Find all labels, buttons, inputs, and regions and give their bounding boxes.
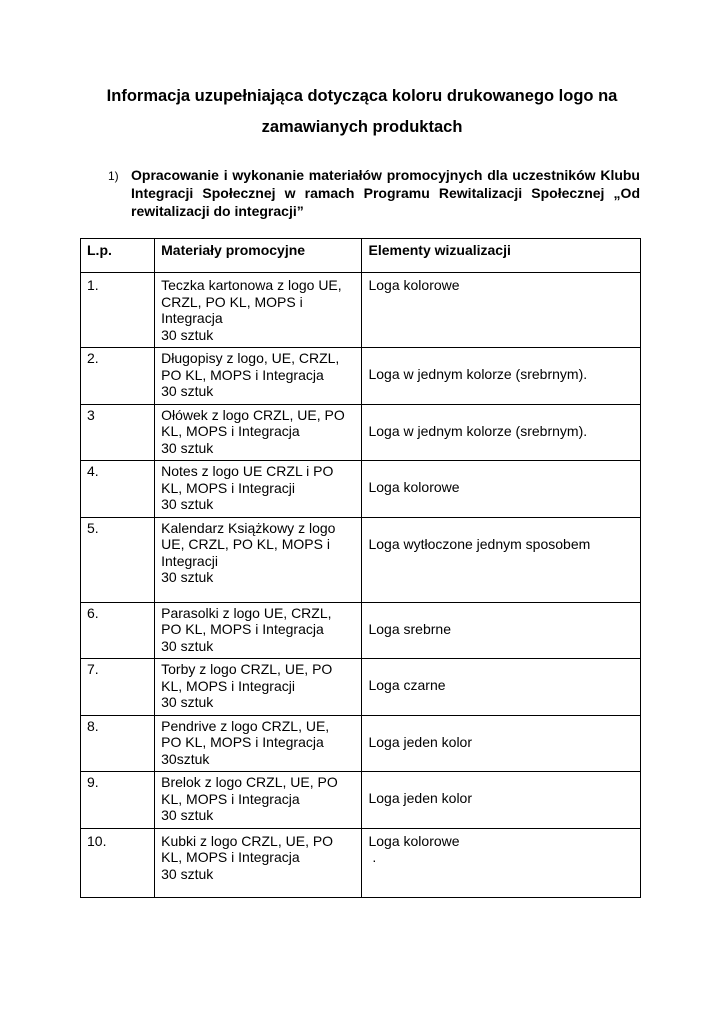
cell-material — [155, 273, 362, 348]
material-line: KL, MOPS i Integracja — [161, 423, 300, 439]
document-title-line-1: Informacja uzupełniająca dotycząca koloru drukowanego logo na — [106, 87, 618, 105]
cell-lp: 9. — [81, 772, 155, 829]
material-line: Teczka kartonowa z logo UE, — [161, 277, 342, 293]
material-line: 30 sztuk — [161, 439, 214, 456]
cell-material — [155, 772, 362, 829]
cell-material — [155, 659, 362, 716]
header-lp: L.p. — [81, 239, 155, 273]
visualization-line: Loga kolorowe — [368, 832, 460, 849]
cell-visualization: Loga wytłoczone jednym sposobem — [362, 517, 641, 602]
intro-list-item — [108, 166, 640, 220]
cell-visualization: Loga w jednym kolorze (srebrnym). — [362, 404, 641, 461]
material-line: CRZL, PO KL, MOPS i — [161, 293, 303, 310]
material-line: 30 sztuk — [161, 807, 214, 823]
material-line: 30 sztuk — [161, 637, 214, 654]
table-row — [81, 828, 641, 897]
material-line: 30 sztuk — [161, 383, 214, 399]
material-line: KL, MOPS i Integracji — [161, 479, 295, 496]
cell-lp: 3 — [81, 404, 155, 461]
material-line: Brelok z logo CRZL, UE, PO — [161, 774, 338, 790]
table-row — [81, 348, 641, 405]
cell-material — [155, 602, 362, 659]
visualization-line: . — [368, 849, 377, 865]
material-line: 30 sztuk — [161, 326, 214, 343]
cell-visualization — [362, 828, 641, 897]
header-materials: Materiały promocyjne — [155, 239, 362, 273]
cell-visualization: Loga srebrne — [362, 602, 641, 659]
material-line: Parasolki z logo UE, CRZL, — [161, 604, 332, 621]
material-line: 30 sztuk — [161, 569, 214, 585]
cell-visualization: Loga kolorowe — [362, 273, 641, 348]
cell-lp: 8. — [81, 715, 155, 772]
table-header-row — [81, 239, 641, 273]
table-row — [81, 404, 641, 461]
cell-lp: 2. — [81, 348, 155, 405]
intro-number: 1) — [108, 169, 119, 183]
material-line: Integracji — [161, 552, 218, 569]
table-row — [81, 602, 641, 659]
material-line: Notes z logo UE CRZL i PO — [161, 463, 334, 479]
material-line: Kalendarz Książkowy z logo — [161, 519, 336, 536]
material-line: Długopisy z logo, UE, CRZL, — [161, 350, 340, 366]
material-line: Torby z logo CRZL, UE, PO — [161, 661, 333, 677]
material-line: Kubki z logo CRZL, UE, PO — [161, 832, 334, 849]
cell-lp: 6. — [81, 602, 155, 659]
material-line: Integracja — [161, 310, 223, 326]
table-row — [81, 659, 641, 716]
material-line: 30sztuk — [161, 750, 210, 767]
material-line: PO KL, MOPS i Integracja — [161, 734, 324, 750]
cell-material — [155, 517, 362, 602]
cell-material — [155, 715, 362, 772]
cell-visualization: Loga jeden kolor — [362, 715, 641, 772]
cell-lp: 4. — [81, 461, 155, 518]
materials-table — [80, 238, 641, 898]
material-line: PO KL, MOPS i Integracja — [161, 366, 324, 383]
material-line: Pendrive z logo CRZL, UE, — [161, 717, 330, 734]
material-line: UE, CRZL, PO KL, MOPS i — [161, 536, 330, 552]
material-line: 30 sztuk — [161, 694, 214, 710]
cell-material — [155, 461, 362, 518]
cell-visualization: Loga czarne — [362, 659, 641, 716]
material-line: PO KL, MOPS i Integracja — [161, 621, 324, 637]
intro-text: Opracowanie i wykonanie materiałów promocyjnych dla uczestników Klubu Integracji Społecznej w ramach Programu Rewitalizacji Społecznej „Od rewitalizacji do integracji” — [131, 167, 640, 219]
cell-material — [155, 828, 362, 897]
cell-lp: 1. — [81, 273, 155, 348]
material-line: KL, MOPS i Integracja — [161, 849, 300, 865]
cell-lp: 10. — [81, 828, 155, 897]
document-title-line-2: zamawianych produktach — [261, 118, 463, 136]
header-visualization: Elementy wizualizacji — [362, 239, 641, 273]
cell-lp: 7. — [81, 659, 155, 716]
table-row — [81, 461, 641, 518]
table-row — [81, 715, 641, 772]
cell-visualization: Loga jeden kolor — [362, 772, 641, 829]
material-line: Ołówek z logo CRZL, UE, PO — [161, 406, 345, 423]
cell-visualization: Loga w jednym kolorze (srebrnym). — [362, 348, 641, 405]
table-row — [81, 517, 641, 602]
cell-material — [155, 404, 362, 461]
cell-material — [155, 348, 362, 405]
cell-lp: 5. — [81, 517, 155, 602]
material-line: KL, MOPS i Integracji — [161, 677, 295, 694]
material-line: 30 sztuk — [161, 865, 214, 882]
table-row — [81, 273, 641, 348]
material-line: KL, MOPS i Integracja — [161, 790, 300, 807]
table-row — [81, 772, 641, 829]
cell-visualization: Loga kolorowe — [362, 461, 641, 518]
material-line: 30 sztuk — [161, 496, 214, 512]
